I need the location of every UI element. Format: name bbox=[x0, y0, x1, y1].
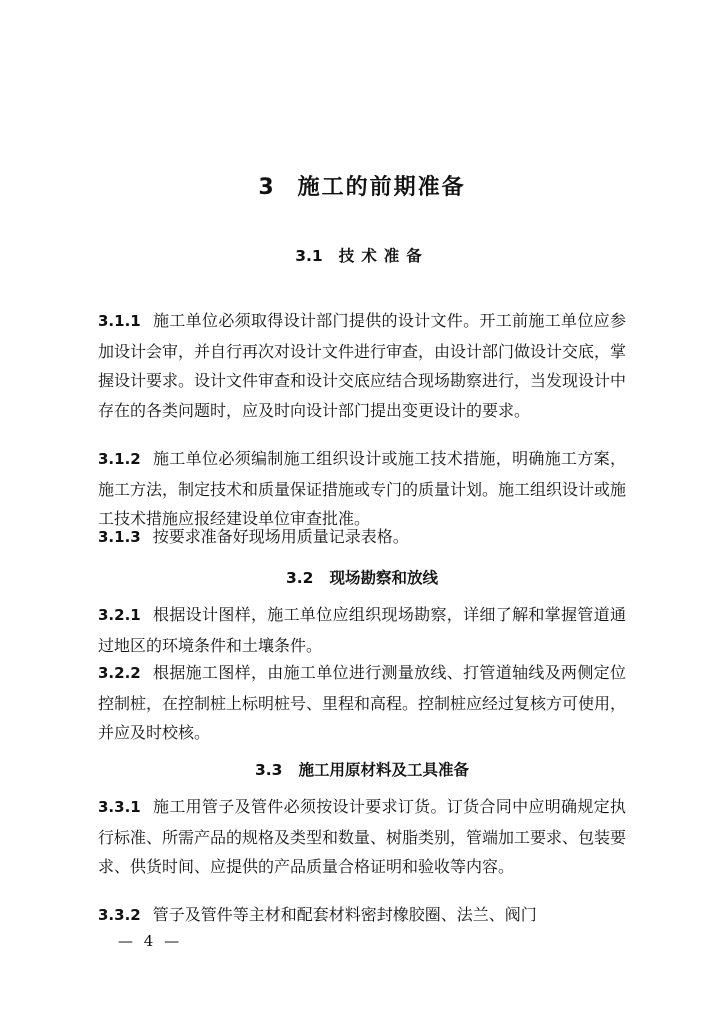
chapter-title bbox=[0, 170, 724, 201]
clause-3-2-1 bbox=[98, 600, 626, 660]
clause-number: 3.2.2 bbox=[98, 664, 141, 682]
clause-text: 施工单位必须编制施工组织设计或施工技术措施，明确施工方案，施工方法，制定技术和质量保证措施或专门的质量计划。施工组织设计或施工技术措施应报经建设单位审查批准。 bbox=[98, 449, 627, 528]
section-number: 3.1 bbox=[295, 247, 323, 265]
section-title-3-1 bbox=[0, 244, 724, 266]
clause-text: 施工单位必须取得设计部门提供的设计文件。开工前施工单位应参加设计会审，并自行再次对设计文件进行审查，由设计部门做设计交底，掌握设计要求。设计文件审查和设计交底应结合现场勘察进行，当发现设计中存在的各类问题时，应及时向设计部门提出变更设计的要求。 bbox=[98, 311, 627, 420]
clause-text: 管子及管件等主材和配套材料密封橡胶圈、法兰、阀门 bbox=[152, 905, 537, 924]
clause-number: 3.3.2 bbox=[98, 906, 141, 924]
clause-text: 施工用管子及管件必须按设计要求订货。订货合同中应明确规定执行标准、所需产品的规格及类型和数量、树脂类别，管端加工要求、包装要求、供货时间、应提供的产品质量合格证明和验收等内容。 bbox=[98, 797, 627, 876]
chapter-number: 3 bbox=[258, 175, 276, 200]
clause-number: 3.2.1 bbox=[98, 606, 141, 624]
clause-number: 3.1.3 bbox=[98, 528, 141, 546]
clause-3-1-3 bbox=[98, 522, 626, 553]
clause-number: 3.3.1 bbox=[98, 798, 141, 816]
section-number: 3.2 bbox=[286, 569, 314, 587]
clause-text: 根据施工图样，由施工单位进行测量放线、打管道轴线及两侧定位控制桩，在控制桩上标明桩号、里程和高程。控制桩应经过复核方可使用，并应及时校核。 bbox=[98, 663, 627, 742]
clause-text: 按要求准备好现场用质量记录表格。 bbox=[152, 527, 409, 546]
clause-number: 3.1.2 bbox=[98, 450, 141, 468]
section-title-3-3 bbox=[0, 758, 724, 780]
section-title-3-2 bbox=[0, 566, 724, 588]
clause-3-3-2 bbox=[98, 900, 626, 931]
section-number: 3.3 bbox=[255, 761, 283, 779]
section-title-text: 施工用原材料及工具准备 bbox=[298, 761, 469, 779]
chapter-title-text: 施工的前期准备 bbox=[297, 175, 466, 200]
clause-3-2-2 bbox=[98, 658, 626, 748]
clause-3-1-2 bbox=[98, 444, 626, 534]
section-title-text: 技术准备 bbox=[338, 247, 429, 265]
page-number: — 4 — bbox=[118, 932, 183, 950]
section-title-text: 现场勘察和放线 bbox=[329, 569, 438, 587]
clause-number: 3.1.1 bbox=[98, 312, 141, 330]
clause-text: 根据设计图样，施工单位应组织现场勘察，详细了解和掌握管道通过地区的环境条件和土壤条件。 bbox=[98, 605, 626, 655]
clause-3-1-1 bbox=[98, 306, 626, 425]
clause-3-3-1 bbox=[98, 792, 626, 882]
